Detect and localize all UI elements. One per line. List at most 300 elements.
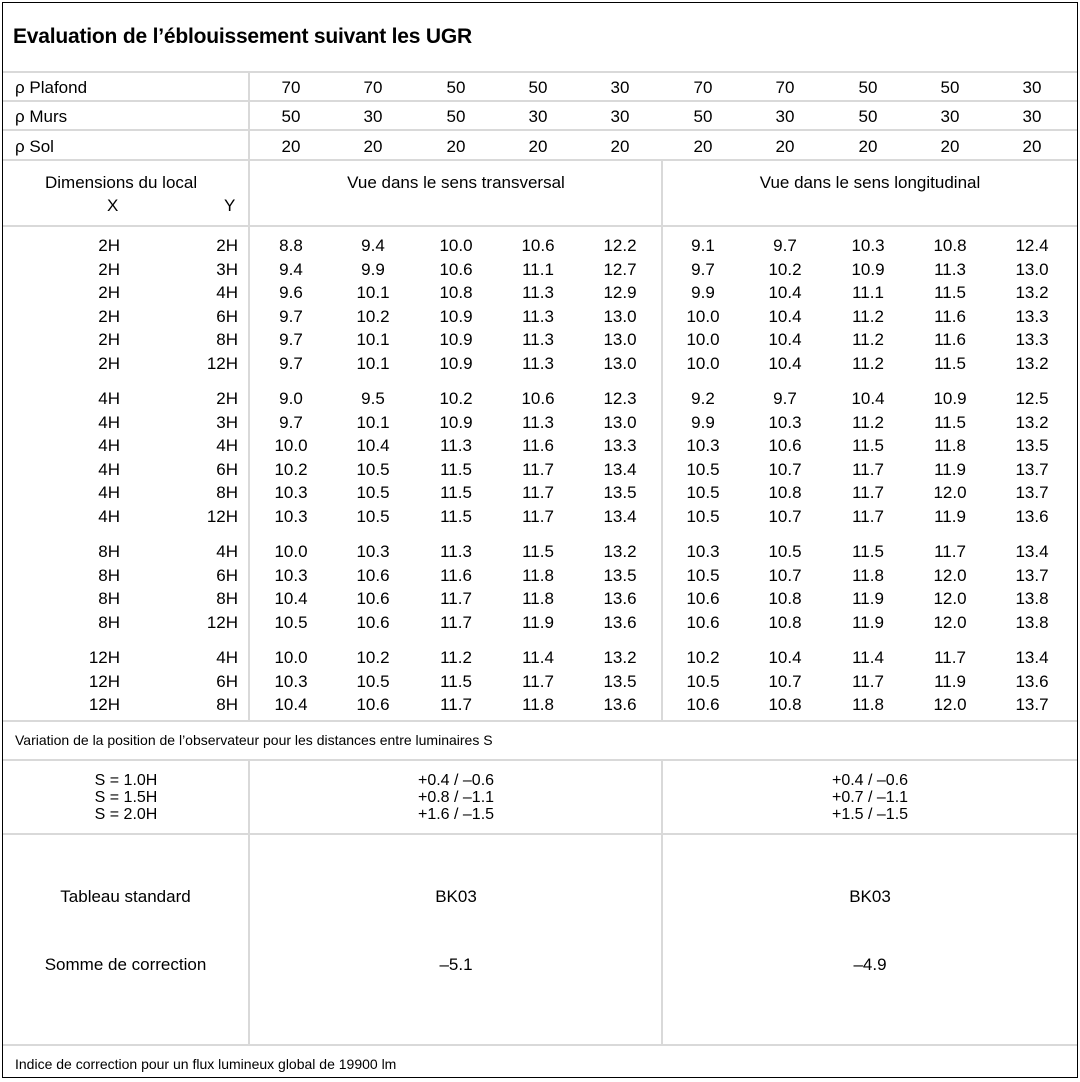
ugr-value: 11.3: [522, 354, 554, 373]
reflectance-value: 20: [858, 137, 878, 156]
divider: [3, 1044, 1077, 1046]
ugr-value: 11.7: [522, 507, 554, 526]
ugr-value: 9.1: [691, 236, 715, 255]
reflectance-value: 30: [610, 78, 630, 97]
room-dimension-x: 4H: [98, 413, 120, 432]
ugr-value: 12.4: [1015, 236, 1049, 255]
spacing-label: S = 1.5H: [94, 789, 158, 806]
ugr-value: 11.9: [522, 613, 554, 632]
ugr-value: 10.3: [274, 672, 308, 691]
divider: [3, 100, 1077, 102]
ugr-value: 13.3: [1015, 307, 1049, 326]
ugr-value: 10.2: [356, 307, 390, 326]
ugr-value: 10.8: [439, 283, 473, 302]
room-dimension-x: 2H: [98, 330, 120, 349]
reflectance-value: 50: [446, 107, 466, 126]
room-dimension-y: 2H: [216, 389, 238, 408]
reflectance-label: ρ Plafond: [15, 78, 88, 97]
variation-value: +1.5 / –1.5: [831, 806, 909, 823]
divider: [3, 759, 1077, 761]
ugr-value: 11.8: [852, 695, 884, 714]
ugr-value: 11.6: [440, 566, 472, 585]
room-dimension-y: 3H: [216, 413, 238, 432]
ugr-value: 11.3: [522, 413, 554, 432]
ugr-value: 10.6: [521, 236, 555, 255]
ugr-value: 10.4: [274, 695, 308, 714]
ugr-value: 10.8: [933, 236, 967, 255]
ugr-value: 10.1: [356, 330, 390, 349]
reflectance-value: 30: [610, 107, 630, 126]
reflectance-value: 20: [363, 137, 383, 156]
ugr-value: 10.4: [768, 648, 802, 667]
reflectance-value: 30: [775, 107, 795, 126]
ugr-value: 11.2: [852, 307, 884, 326]
reflectance-label: ρ Murs: [15, 107, 68, 126]
ugr-value: 10.6: [356, 589, 390, 608]
ugr-value: 10.6: [356, 613, 390, 632]
ugr-value: 11.8: [522, 566, 554, 585]
room-dimension-x: 4H: [98, 389, 120, 408]
ugr-value: 12.3: [603, 389, 637, 408]
room-dimension-y: 4H: [216, 436, 238, 455]
room-dimension-y: 12H: [206, 507, 238, 526]
ugr-value: 13.6: [603, 589, 637, 608]
ugr-value: 9.9: [691, 283, 715, 302]
reflectance-label: ρ Sol: [15, 137, 54, 156]
ugr-value: 13.4: [603, 460, 637, 479]
divider: [3, 225, 1077, 227]
ugr-value: 11.3: [522, 283, 554, 302]
reflectance-value: 70: [363, 78, 383, 97]
ugr-value: 13.4: [1015, 542, 1049, 561]
ugr-value: 10.0: [686, 330, 720, 349]
reflectance-value: 70: [693, 78, 713, 97]
room-dimension-y: 6H: [216, 566, 238, 585]
ugr-value: 13.0: [1015, 260, 1049, 279]
correction-transversal: –5.1: [439, 955, 473, 974]
reflectance-value: 20: [693, 137, 713, 156]
ugr-value: 11.4: [852, 648, 884, 667]
ugr-value: 9.7: [279, 354, 303, 373]
ugr-value: 11.5: [522, 542, 554, 561]
ugr-value: 10.4: [768, 330, 802, 349]
ugr-value: 10.6: [768, 436, 802, 455]
ugr-value: 11.5: [852, 436, 884, 455]
ugr-value: 9.5: [361, 389, 385, 408]
ugr-value: 13.2: [603, 542, 637, 561]
variation-value: +0.4 / –0.6: [417, 772, 495, 789]
room-dimension-y: 8H: [216, 330, 238, 349]
ugr-value: 9.6: [279, 283, 303, 302]
divider: [3, 720, 1077, 722]
ugr-value: 11.2: [440, 648, 472, 667]
ugr-value: 11.9: [934, 507, 966, 526]
ugr-value: 11.5: [440, 483, 472, 502]
ugr-value: 10.9: [439, 307, 473, 326]
ugr-value: 11.3: [522, 330, 554, 349]
ugr-value: 10.5: [356, 460, 390, 479]
ugr-value: 10.6: [686, 695, 720, 714]
ugr-value: 11.7: [852, 507, 884, 526]
ugr-value: 13.6: [1015, 672, 1049, 691]
ugr-value: 10.7: [768, 460, 802, 479]
ugr-value: 11.7: [440, 695, 472, 714]
ugr-value: 9.7: [279, 330, 303, 349]
ugr-value: 12.0: [933, 695, 967, 714]
ugr-value: 12.2: [603, 236, 637, 255]
room-dimension-y: 2H: [216, 236, 238, 255]
ugr-value: 10.5: [356, 483, 390, 502]
room-dimension-y: 6H: [216, 672, 238, 691]
ugr-value: 10.5: [686, 507, 720, 526]
room-dimension-y: 4H: [216, 542, 238, 561]
ugr-value: 10.3: [686, 436, 720, 455]
standard-label: Tableau standard: [60, 887, 191, 906]
ugr-value: 10.2: [686, 648, 720, 667]
dimensions-label: Dimensions du local: [45, 173, 198, 192]
ugr-value: 11.2: [852, 330, 884, 349]
reflectance-value: 20: [281, 137, 301, 156]
ugr-value: 11.7: [852, 672, 884, 691]
ugr-value: 11.3: [522, 307, 554, 326]
ugr-value: 10.5: [686, 566, 720, 585]
ugr-value: 10.7: [768, 566, 802, 585]
ugr-value: 10.8: [768, 695, 802, 714]
ugr-value: 11.6: [522, 436, 554, 455]
ugr-value: 10.9: [439, 354, 473, 373]
reflectance-value: 50: [528, 78, 548, 97]
ugr-value: 10.3: [274, 566, 308, 585]
ugr-value: 13.0: [603, 330, 637, 349]
ugr-value: 11.5: [440, 460, 472, 479]
ugr-value: 11.6: [934, 307, 966, 326]
ugr-value: 10.4: [851, 389, 885, 408]
ugr-value: 10.6: [356, 695, 390, 714]
ugr-value: 11.9: [852, 589, 884, 608]
ugr-value: 10.9: [439, 413, 473, 432]
divider: [3, 833, 1077, 835]
room-dimension-y: 6H: [216, 307, 238, 326]
ugr-value: 11.5: [934, 413, 966, 432]
room-dimension-x: 8H: [98, 566, 120, 585]
ugr-value: 12.7: [603, 260, 637, 279]
ugr-value: 10.2: [274, 460, 308, 479]
ugr-value: 13.7: [1015, 566, 1049, 585]
ugr-value: 11.5: [440, 672, 472, 691]
page-title: Evaluation de l’éblouissement suivant les UGR: [13, 25, 472, 48]
ugr-table: [2, 2, 1078, 1078]
room-dimension-y: 6H: [216, 460, 238, 479]
ugr-value: 13.5: [1015, 436, 1049, 455]
variation-value: +1.6 / –1.5: [417, 806, 495, 823]
room-dimension-x: 4H: [98, 460, 120, 479]
ugr-value: 10.5: [686, 672, 720, 691]
ugr-value: 11.9: [852, 613, 884, 632]
ugr-value: 10.4: [274, 589, 308, 608]
ugr-value: 10.2: [439, 389, 473, 408]
ugr-value: 11.7: [934, 648, 966, 667]
divider: [3, 129, 1077, 131]
ugr-value: 9.4: [361, 236, 385, 255]
ugr-value: 11.9: [934, 672, 966, 691]
ugr-value: 10.8: [768, 589, 802, 608]
ugr-value: 10.3: [356, 542, 390, 561]
ugr-value: 13.0: [603, 413, 637, 432]
ugr-value: 10.6: [439, 260, 473, 279]
ugr-value: 13.5: [603, 566, 637, 585]
ugr-value: 13.4: [603, 507, 637, 526]
reflectance-value: 30: [1022, 107, 1042, 126]
ugr-value: 13.6: [603, 613, 637, 632]
ugr-value: 10.5: [686, 483, 720, 502]
footer-note: Indice de correction pour un flux lumineux global de 19900 lm: [15, 1056, 397, 1072]
ugr-value: 11.7: [440, 589, 472, 608]
reflectance-value: 20: [446, 137, 466, 156]
room-dimension-y: 8H: [216, 695, 238, 714]
room-dimension-x: 12H: [88, 695, 120, 714]
ugr-value: 10.5: [686, 460, 720, 479]
room-dimension-x: 4H: [98, 436, 120, 455]
reflectance-value: 50: [940, 78, 960, 97]
ugr-value: 10.1: [356, 413, 390, 432]
ugr-value: 10.9: [439, 330, 473, 349]
room-dimension-x: 2H: [98, 354, 120, 373]
variation-value: +0.8 / –1.1: [417, 789, 495, 806]
ugr-value: 11.7: [522, 672, 554, 691]
ugr-value: 13.7: [1015, 695, 1049, 714]
correction-longitudinal: –4.9: [853, 955, 887, 974]
ugr-value: 9.7: [279, 307, 303, 326]
ugr-value: 12.0: [933, 566, 967, 585]
reflectance-value: 30: [363, 107, 383, 126]
x-label: X: [107, 196, 119, 215]
ugr-value: 10.3: [768, 413, 802, 432]
ugr-value: 10.0: [274, 648, 308, 667]
ugr-value: 9.4: [279, 260, 303, 279]
ugr-value: 13.2: [1015, 354, 1049, 373]
ugr-value: 11.8: [934, 436, 966, 455]
ugr-value: 12.0: [933, 613, 967, 632]
ugr-value: 13.2: [1015, 283, 1049, 302]
variation-label: Variation de la position de l’observateur pour les distances entre luminaires S: [15, 732, 493, 748]
ugr-value: 13.7: [1015, 460, 1049, 479]
room-dimension-x: 12H: [88, 672, 120, 691]
column-divider: [248, 71, 250, 721]
reflectance-value: 50: [446, 78, 466, 97]
ugr-value: 10.1: [356, 283, 390, 302]
ugr-value: 10.0: [686, 354, 720, 373]
reflectance-value: 20: [528, 137, 548, 156]
room-dimension-y: 12H: [206, 613, 238, 632]
ugr-value: 10.6: [521, 389, 555, 408]
ugr-value: 10.8: [768, 483, 802, 502]
room-dimension-y: 4H: [216, 648, 238, 667]
ugr-value: 10.4: [768, 307, 802, 326]
ugr-value: 13.6: [603, 695, 637, 714]
ugr-value: 11.8: [852, 566, 884, 585]
ugr-value: 10.4: [768, 354, 802, 373]
ugr-value: 9.7: [691, 260, 715, 279]
ugr-value: 13.2: [603, 648, 637, 667]
ugr-value: 10.5: [274, 613, 308, 632]
reflectance-value: 30: [1022, 78, 1042, 97]
ugr-value: 11.6: [934, 330, 966, 349]
room-dimension-x: 8H: [98, 589, 120, 608]
variation-value: +0.7 / –1.1: [831, 789, 909, 806]
ugr-value: 11.5: [934, 354, 966, 373]
ugr-value: 11.7: [522, 460, 554, 479]
ugr-value: 10.6: [686, 613, 720, 632]
room-dimension-x: 2H: [98, 260, 120, 279]
room-dimension-y: 8H: [216, 589, 238, 608]
ugr-value: 10.7: [768, 507, 802, 526]
ugr-value: 11.7: [852, 483, 884, 502]
room-dimension-x: 12H: [88, 648, 120, 667]
ugr-value: 8.8: [279, 236, 303, 255]
room-dimension-x: 2H: [98, 283, 120, 302]
standard-longitudinal: BK03: [849, 887, 891, 906]
ugr-value: 12.5: [1015, 389, 1049, 408]
ugr-value: 11.8: [522, 589, 554, 608]
longitudinal-variation: [663, 772, 1077, 823]
ugr-value: 9.9: [691, 413, 715, 432]
ugr-value: 10.6: [356, 566, 390, 585]
ugr-value: 10.0: [274, 436, 308, 455]
ugr-value: 11.5: [852, 542, 884, 561]
ugr-value: 10.5: [356, 672, 390, 691]
room-dimension-y: 12H: [206, 354, 238, 373]
ugr-value: 11.5: [934, 283, 966, 302]
ugr-value: 13.4: [1015, 648, 1049, 667]
ugr-value: 10.5: [356, 507, 390, 526]
ugr-value: 13.0: [603, 307, 637, 326]
ugr-value: 10.6: [686, 589, 720, 608]
ugr-value: 10.3: [274, 483, 308, 502]
ugr-value: 9.2: [691, 389, 715, 408]
room-dimension-x: 4H: [98, 507, 120, 526]
divider: [3, 159, 1077, 161]
ugr-value: 11.4: [522, 648, 554, 667]
ugr-value: 10.9: [933, 389, 967, 408]
room-dimension-x: 8H: [98, 542, 120, 561]
spacing-labels: [63, 772, 189, 823]
spacing-label: S = 2.0H: [94, 806, 158, 823]
ugr-value: 10.3: [851, 236, 885, 255]
ugr-value: 10.2: [768, 260, 802, 279]
ugr-value: 10.0: [439, 236, 473, 255]
ugr-value: 11.7: [934, 542, 966, 561]
ugr-value: 10.8: [768, 613, 802, 632]
ugr-value: 11.7: [440, 613, 472, 632]
reflectance-value: 70: [281, 78, 301, 97]
ugr-value: 10.4: [356, 436, 390, 455]
reflectance-value: 50: [858, 78, 878, 97]
ugr-value: 13.2: [1015, 413, 1049, 432]
reflectance-value: 30: [940, 107, 960, 126]
room-dimension-x: 2H: [98, 307, 120, 326]
room-dimension-y: 8H: [216, 483, 238, 502]
room-dimension-y: 3H: [216, 260, 238, 279]
ugr-value: 9.9: [361, 260, 385, 279]
reflectance-value: 50: [858, 107, 878, 126]
correction-label: Somme de correction: [44, 955, 207, 974]
ugr-value: 12.0: [933, 483, 967, 502]
room-dimension-x: 8H: [98, 613, 120, 632]
ugr-value: 13.3: [603, 436, 637, 455]
reflectance-value: 20: [940, 137, 960, 156]
reflectance-value: 50: [693, 107, 713, 126]
ugr-value: 12.9: [603, 283, 637, 302]
ugr-value: 10.3: [686, 542, 720, 561]
ugr-value: 10.9: [851, 260, 885, 279]
room-dimension-y: 4H: [216, 283, 238, 302]
ugr-value: 11.3: [934, 260, 966, 279]
ugr-value: 10.7: [768, 672, 802, 691]
reflectance-value: 20: [1022, 137, 1042, 156]
divider: [3, 71, 1077, 73]
variation-value: +0.4 / –0.6: [831, 772, 909, 789]
ugr-value: 13.5: [603, 483, 637, 502]
ugr-value: 10.4: [768, 283, 802, 302]
ugr-value: 10.0: [274, 542, 308, 561]
ugr-value: 11.3: [440, 436, 472, 455]
spacing-label: S = 1.0H: [94, 772, 158, 789]
ugr-value: 13.0: [603, 354, 637, 373]
y-label: Y: [224, 196, 236, 215]
transversal-variation: [251, 772, 661, 823]
ugr-value: 9.7: [279, 413, 303, 432]
ugr-value: 13.7: [1015, 483, 1049, 502]
ugr-value: 9.0: [279, 389, 303, 408]
room-dimension-x: 2H: [98, 236, 120, 255]
ugr-value: 11.3: [440, 542, 472, 561]
ugr-value: 11.7: [852, 460, 884, 479]
longitudinal-header: Vue dans le sens longitudinal: [759, 173, 981, 192]
ugr-value: 9.7: [773, 236, 797, 255]
column-divider: [661, 159, 663, 721]
ugr-value: 11.5: [440, 507, 472, 526]
ugr-value: 11.2: [852, 354, 884, 373]
ugr-value: 11.8: [522, 695, 554, 714]
ugr-value: 10.5: [768, 542, 802, 561]
ugr-value: 10.3: [274, 507, 308, 526]
ugr-value: 13.6: [1015, 507, 1049, 526]
ugr-value: 10.2: [356, 648, 390, 667]
ugr-value: 11.2: [852, 413, 884, 432]
ugr-value: 12.0: [933, 589, 967, 608]
ugr-value: 11.7: [522, 483, 554, 502]
reflectance-value: 70: [775, 78, 795, 97]
ugr-value: 9.7: [773, 389, 797, 408]
reflectance-value: 20: [610, 137, 630, 156]
reflectance-value: 20: [775, 137, 795, 156]
ugr-value: 13.3: [1015, 330, 1049, 349]
room-dimension-x: 4H: [98, 483, 120, 502]
ugr-value: 11.9: [934, 460, 966, 479]
reflectance-value: 50: [281, 107, 301, 126]
column-divider: [248, 759, 250, 1044]
ugr-value: 13.8: [1015, 589, 1049, 608]
ugr-value: 11.1: [852, 283, 884, 302]
ugr-value: 10.1: [356, 354, 390, 373]
reflectance-value: 30: [528, 107, 548, 126]
ugr-value: 13.5: [603, 672, 637, 691]
standard-transversal: BK03: [435, 887, 477, 906]
ugr-value: 13.8: [1015, 613, 1049, 632]
transversal-header: Vue dans le sens transversal: [347, 173, 565, 192]
ugr-value: 11.1: [522, 260, 554, 279]
ugr-value: 10.0: [686, 307, 720, 326]
